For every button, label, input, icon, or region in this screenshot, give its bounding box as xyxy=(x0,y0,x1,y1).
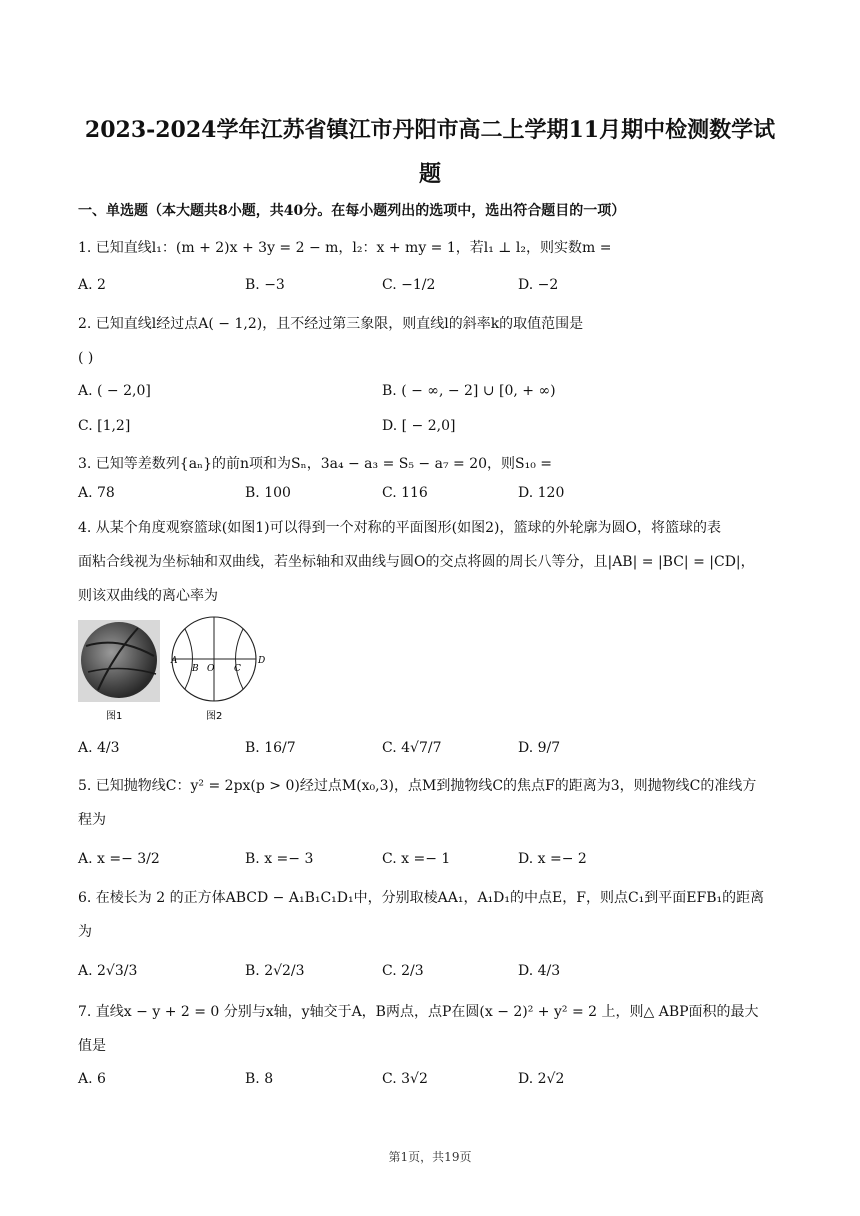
question-3-option-b: B. 100 xyxy=(245,485,291,501)
figure-2-caption: 图2 xyxy=(206,711,223,722)
label-o: O xyxy=(207,664,215,674)
question-4-figures xyxy=(78,616,278,726)
question-4-stem: 4. 从某个角度观察篮球(如图1)可以得到一个对称的平面图形(如图2)，篮球的外轮廓为圆O，将篮球的表 xyxy=(78,520,721,536)
page-footer: 第1页，共19页 xyxy=(388,1150,472,1164)
question-2-option-d: D. [ − 2,0] xyxy=(382,418,456,434)
question-6-stem-line2: 为 xyxy=(78,924,92,940)
question-6-stem: 6. 在棱长为 2 的正方体ABCD − A₁B₁C₁D₁中，分别取棱AA₁，A₁D₁的中点E，F，则点C₁到平面EFB₁的距离 xyxy=(78,890,765,906)
question-5-option-a: A. x =− 3/2 xyxy=(78,851,160,867)
basketball-figures xyxy=(78,616,278,726)
question-6-option-b: B. 2√2/3 xyxy=(245,963,305,979)
question-2-stem-paren: ( ) xyxy=(78,350,94,366)
question-2-stem: 2. 已知直线l经过点A( − 1,2)，且不经过第三象限，则直线l的斜率k的取值范围是 xyxy=(78,316,584,332)
figure-1-caption: 图1 xyxy=(106,711,123,722)
label-b: B xyxy=(192,664,199,674)
question-7-option-b: B. 8 xyxy=(245,1071,274,1087)
question-4-option-c: C. 4√7/7 xyxy=(382,740,442,756)
question-4-option-d: D. 9/7 xyxy=(518,740,561,756)
document-title-line2: 题 xyxy=(418,161,441,187)
question-5-stem: 5. 已知抛物线C：y² = 2px(p > 0)经过点M(x₀,3)，点M到抛物线C的焦点F的距离为3，则抛物线C的准线方 xyxy=(78,778,757,794)
question-7-stem-line2: 值是 xyxy=(78,1038,106,1054)
label-d: D xyxy=(258,656,266,666)
question-3-option-d: D. 120 xyxy=(518,485,565,501)
question-3-stem: 3. 已知等差数列{aₙ}的前n项和为Sₙ，3a₄ − a₃ = S₅ − a₇ = 20，则S₁₀ = xyxy=(78,456,553,472)
label-c: C xyxy=(234,664,241,674)
section-heading: 一、单选题（本大题共8小题，共40分。在每小题列出的选项中，选出符合题目的一项） xyxy=(78,203,626,219)
figure-1-photo xyxy=(78,620,160,702)
question-4-option-b: B. 16/7 xyxy=(245,740,296,756)
question-6-option-a: A. 2√3/3 xyxy=(78,963,138,979)
question-5-option-d: D. x =− 2 xyxy=(518,851,587,867)
document-title-line1: 2023-2024学年江苏省镇江市丹阳市高二上学期11月期中检测数学试 xyxy=(84,117,776,143)
question-1-option-b: B. −3 xyxy=(245,277,285,293)
question-1-option-c: C. −1/2 xyxy=(382,277,436,293)
question-7-stem: 7. 直线x − y + 2 = 0 分别与x轴，y轴交于A，B两点，点P在圆(x − 2)² + y² = 2 上，则△ ABP面积的最大 xyxy=(78,1004,759,1020)
question-6-option-c: C. 2/3 xyxy=(382,963,424,979)
question-7-option-a: A. 6 xyxy=(78,1071,106,1087)
question-1-option-d: D. −2 xyxy=(518,277,559,293)
question-5-stem-line2: 程为 xyxy=(78,812,106,828)
question-3-option-c: C. 116 xyxy=(382,485,428,501)
label-a: A xyxy=(171,656,178,666)
question-4-stem-line2: 面粘合线视为坐标轴和双曲线，若坐标轴和双曲线与圆O的交点将圆的周长八等分，且|AB| = |BC| = |CD|， xyxy=(78,554,755,570)
question-6-option-d: D. 4/3 xyxy=(518,963,561,979)
question-1-option-a: A. 2 xyxy=(78,277,106,293)
question-7-option-d: D. 2√2 xyxy=(518,1071,565,1087)
question-4-stem-line3: 则该双曲线的离心率为 xyxy=(78,588,218,604)
question-4-option-a: A. 4/3 xyxy=(78,740,120,756)
question-1-stem: 1. 已知直线l₁：(m + 2)x + 3y = 2 − m，l₂：x + my = 1，若l₁ ⊥ l₂，则实数m = xyxy=(78,240,612,256)
question-2-option-a: A. ( − 2,0] xyxy=(78,383,151,399)
figure-2-diagram xyxy=(172,617,256,701)
question-2-option-c: C. [1,2] xyxy=(78,418,131,434)
question-3-option-a: A. 78 xyxy=(78,485,115,501)
question-5-option-c: C. x =− 1 xyxy=(382,851,451,867)
question-5-option-b: B. x =− 3 xyxy=(245,851,314,867)
question-7-option-c: C. 3√2 xyxy=(382,1071,428,1087)
question-2-option-b: B. ( − ∞, − 2] ∪ [0, + ∞) xyxy=(382,383,556,399)
